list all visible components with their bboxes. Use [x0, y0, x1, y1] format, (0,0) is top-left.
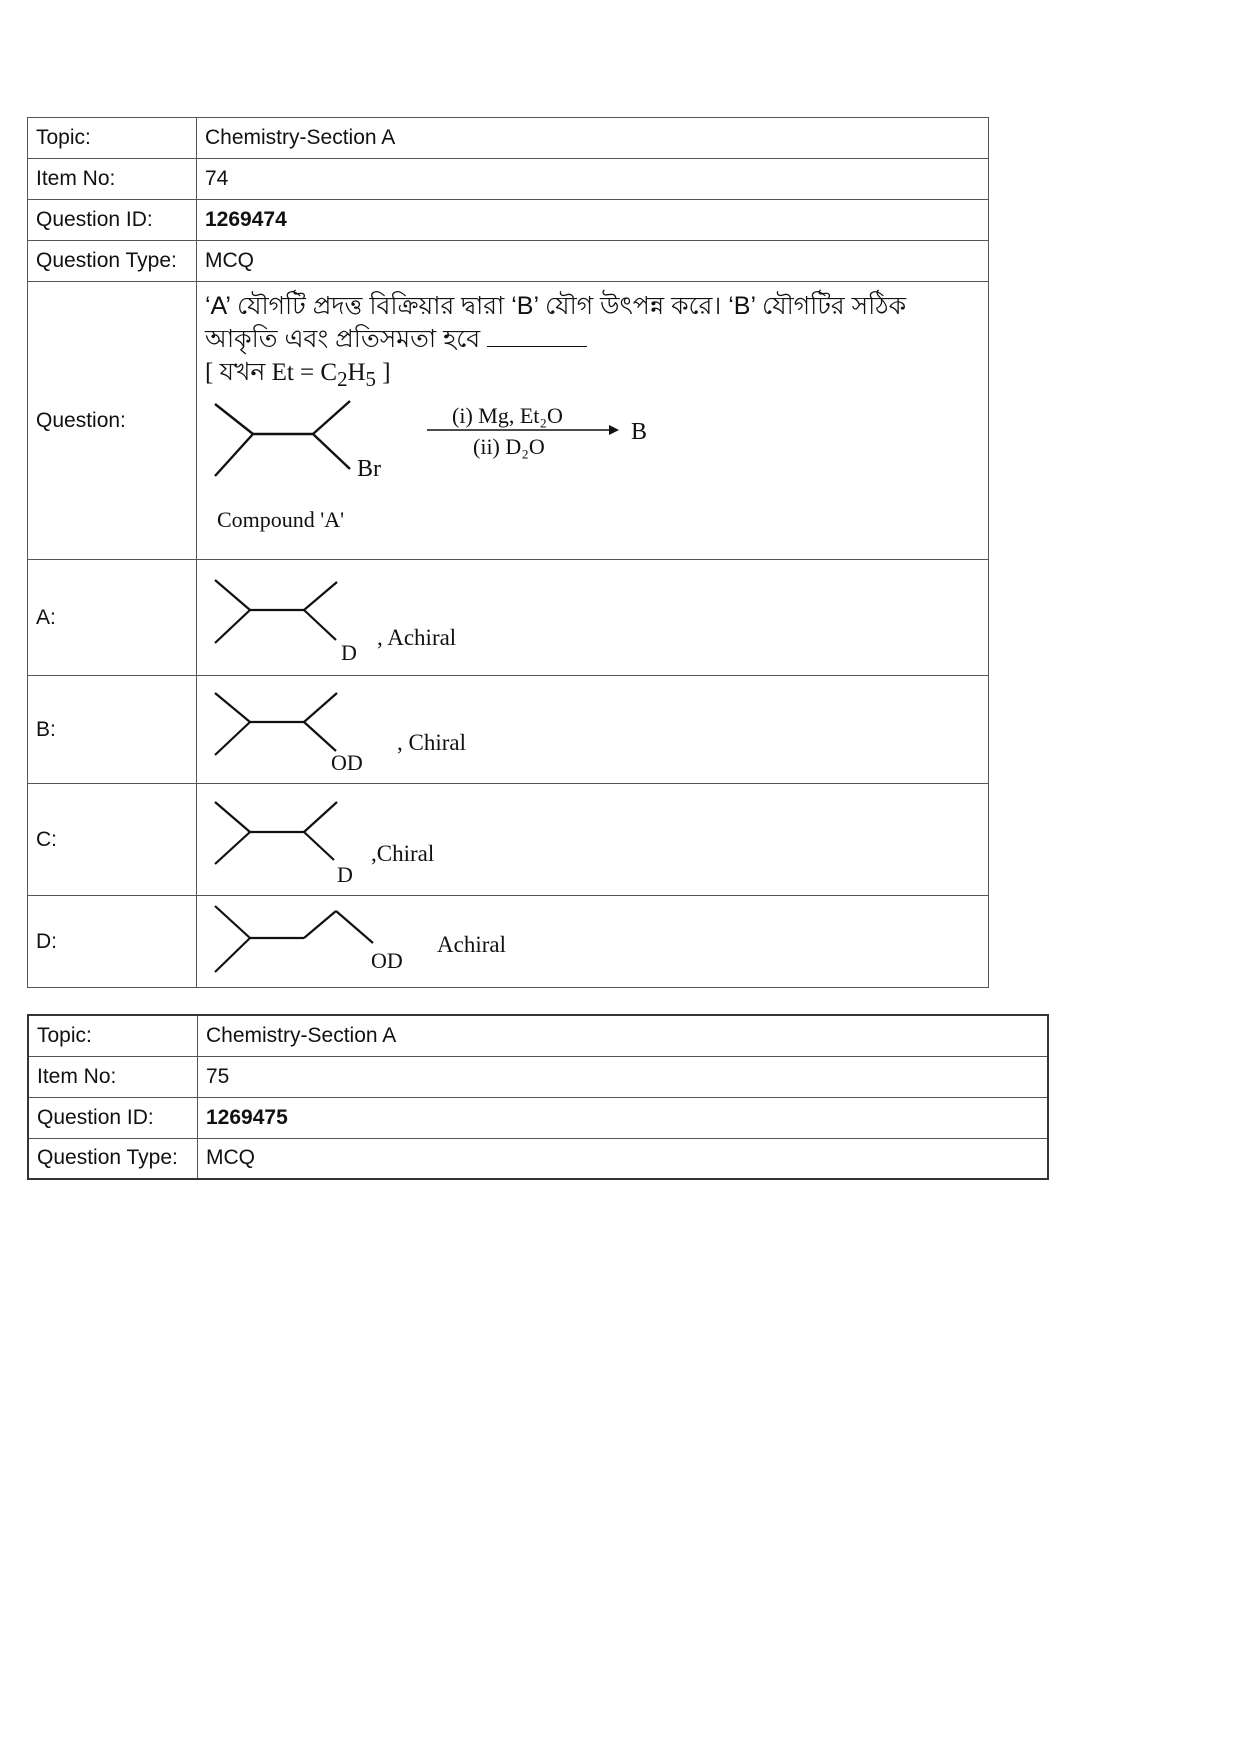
question-line-2-text: আকৃতি এবং প্রতিসমতা হবে [205, 325, 481, 353]
topic-value: Chemistry-Section A [198, 1015, 1049, 1056]
question-body [197, 282, 989, 560]
cond-sub-1: 2 [337, 367, 348, 391]
option-c-row [28, 784, 989, 896]
question-type-value: MCQ [197, 241, 989, 282]
item-value: 74 [197, 159, 989, 200]
item-row [28, 159, 989, 200]
topic-row [28, 118, 989, 159]
question-type-label: Question Type: [28, 1138, 198, 1179]
question-id-value: 1269474 [197, 200, 989, 241]
option-a-label: A: [28, 560, 197, 676]
option-d-row [28, 896, 989, 988]
question-line-2 [205, 323, 980, 356]
option-a-structure [205, 568, 505, 668]
option-d-label: D: [28, 896, 197, 988]
option-a-group: D [341, 639, 357, 665]
option-b-row [28, 676, 989, 784]
compound-caption: Compound 'A' [217, 507, 345, 532]
topic-row [28, 1015, 1048, 1056]
question-type-label: Question Type: [28, 241, 197, 282]
question-id-label: Question ID: [28, 1097, 198, 1138]
option-b-label: B: [28, 676, 197, 784]
question-type-value: MCQ [198, 1138, 1049, 1179]
option-d-group: OD [371, 947, 403, 973]
question-type-row [28, 1138, 1048, 1179]
option-a-body [197, 560, 989, 676]
option-a-row [28, 560, 989, 676]
topic-label: Topic: [28, 1015, 198, 1056]
question-id-row [28, 1097, 1048, 1138]
item-value: 75 [198, 1056, 1049, 1097]
option-a-text: , Achiral [377, 624, 457, 650]
item-label: Item No: [28, 1056, 198, 1097]
question-74-table [27, 117, 989, 988]
answer-blank [487, 324, 587, 347]
option-d-structure [205, 898, 545, 986]
question-text [205, 282, 980, 396]
option-b-group: OD [331, 749, 363, 775]
cond-mid: H [347, 359, 366, 386]
compound-a-structure [215, 401, 350, 476]
option-c-group: D [337, 861, 353, 887]
item-row [28, 1056, 1048, 1097]
bromo-substituent: Br [357, 456, 381, 482]
item-label: Item No: [28, 159, 197, 200]
option-d-text: Achiral [437, 931, 506, 957]
question-id-value: 1269475 [198, 1097, 1049, 1138]
question-type-row [28, 241, 989, 282]
option-c-text: ,Chiral [371, 840, 435, 866]
option-b-text: , Chiral [397, 729, 466, 755]
reaction-scheme [205, 396, 665, 546]
question-line-1: ‘A’ যৌগটি প্রদত্ত বিক্রিয়ার দ্বারা ‘B’ যৌগ উৎপন্ন করে। ‘B’ যৌগটির সঠিক [205, 292, 907, 320]
option-b-body [197, 676, 989, 784]
option-c-label: C: [28, 784, 197, 896]
reagent-2: (ii) D₂O [473, 434, 545, 459]
cond-pre: [ যখন Et = C [205, 359, 338, 386]
topic-label: Topic: [28, 118, 197, 159]
question-line-3 [205, 356, 980, 396]
option-b-structure [205, 681, 505, 779]
question-label: Question: [28, 282, 197, 560]
topic-value: Chemistry-Section A [197, 118, 989, 159]
question-id-row [28, 200, 989, 241]
option-d-body [197, 896, 989, 988]
product-label: B [631, 419, 648, 445]
arrow-head [609, 425, 619, 435]
question-id-label: Question ID: [28, 200, 197, 241]
question-75-table [27, 1014, 1049, 1180]
option-c-body [197, 784, 989, 896]
reagent-1: (i) Mg, Et₂O [452, 403, 563, 428]
question-row [28, 282, 989, 560]
option-c-structure [205, 790, 505, 890]
cond-sub-2: 5 [365, 367, 376, 391]
cond-post: ] [375, 359, 391, 386]
